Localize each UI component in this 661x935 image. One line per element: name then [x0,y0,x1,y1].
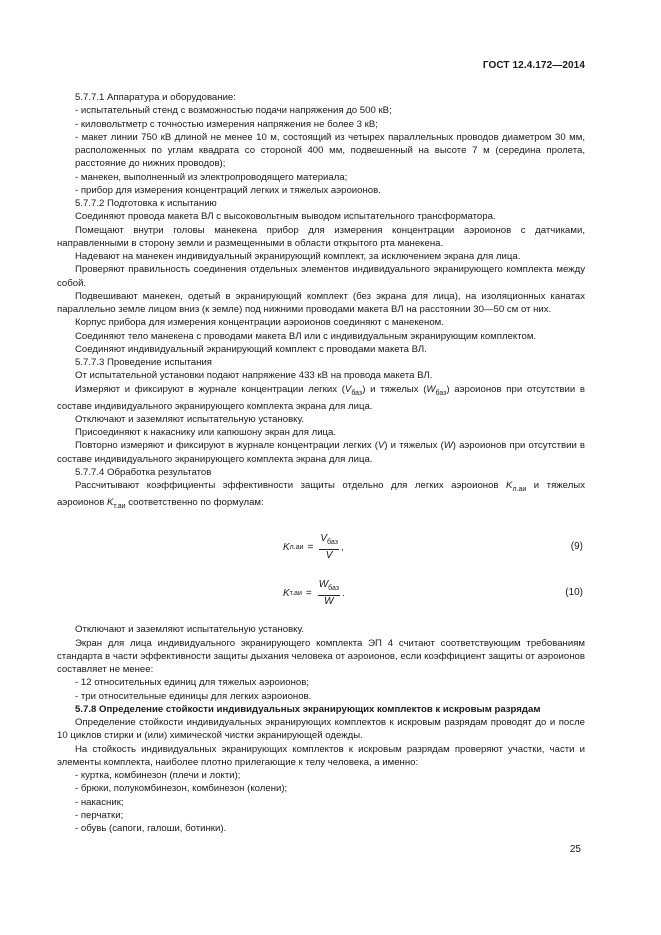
paragraph: Экран для лица индивидуального экранирующего комплекта ЭП 4 считают соответствующим требованиям стандарта в части эффективности защиты дыхания человека от аэроионов, если коэффициент защиты от аэроионов составляет не менее: [57,637,585,676]
paragraph: Соединяют провода макета ВЛ с высоковольтным выводом испытательного трансформатора. [75,211,496,223]
denominator [326,550,333,562]
text-fragment: ) аэроионов при отсутствии в составе индивидуального экранирующего комплекта экрана для лица. [57,440,585,465]
list-item: - манекен, выполненный из электропроводящего материала; [75,171,348,183]
formula-9 [57,527,585,567]
text-fragment: ) аэроионов при отсутствии в составе индивидуального экранирующего комплекта экрана для лица. [57,383,585,412]
paragraph: Соединяют индивидуальный экранирующий комплект с проводами макета ВЛ. [75,343,427,355]
paragraph: Помещают внутри головы манекена прибор для измерения концентрации аэроионов с датчиками, направленными в сторону земли и размещенными в области открытого рта манекена. [57,224,585,249]
paragraph: 5.7.7.1 Аппаратура и оборудование: [75,92,236,103]
punctuation: . [342,587,345,599]
var-k: K [107,497,114,509]
paragraph: Отключают и заземляют испытательную установку. [75,413,304,425]
formula-number: (10) [565,587,583,599]
formula-10 [57,573,585,613]
paragraph: 5.7.7.3 Проведение испытания [75,357,212,368]
list-item: - 12 относительных единиц для тяжелых аэроионов; [75,677,309,689]
text-fragment: Измеряют и фиксируют в журнале концентрации легких ( [75,383,345,395]
subscript: л.аи [289,543,304,551]
paragraph: Соединяют тело манекена с проводами макета ВЛ или с индивидуальным экранирующим комплектом. [75,330,537,342]
equals-sign: = [307,541,314,553]
var: V [325,549,333,561]
subscript: л.аи [512,486,527,494]
paragraph: На стойкость индивидуальных экранирующих комплектов к искровым разрядам проверяют участки, части и элементы комплекта, наиболее плотно прилегающие к телу человека, а именно: [57,743,585,768]
formula-lhs: K [283,541,290,553]
section-block-2 [57,413,585,440]
formula-expression [283,527,344,567]
subscript: т.аи [113,503,126,511]
paragraph: Надевают на манекен индивидуальный экранирующий комплект, за исключением экрана для лица. [75,251,521,262]
formula-number: (9) [570,541,583,553]
text-fragment: Повторно измеряют и фиксируют в журнале концентрации легких ( [75,440,378,452]
denominator [324,596,333,608]
fraction [319,533,339,562]
var-v: V [377,440,385,452]
text-fragment: Рассчитывают коэффициенты эффективности защиты отдельно для легких аэроионов [75,480,507,492]
var: W [324,595,334,607]
var-v: V [344,383,352,395]
text-fragment: ) и тяжелых ( [384,440,444,452]
document-header-standard: ГОСТ 12.4.172—2014 [482,60,585,71]
var-w: W [426,383,436,395]
equals-sign: = [305,587,312,599]
paragraph-measure-baseline [57,383,585,413]
paragraph: Подвешивают манекен, одетый в экранирующий комплект (без экрана для лица), на изоляционных канатах параллельно земле лицом вниз (к земле) под нижними проводами макета ВЛ на расстоянии 30—50 см от них. [57,290,585,315]
document-body [57,91,585,835]
paragraph-coefficients [57,479,585,513]
list-item: - киловольтметр с точностью измерения напряжения не более 3 кВ; [75,118,378,130]
section-block-3 [57,623,585,835]
subscript: баз [327,538,338,546]
page-number: 25 [569,844,581,855]
section-block-1 [57,91,585,383]
paragraph: Присоединяют к накаснику или капюшону экран для лица. [75,427,337,439]
formula-expression [283,573,345,613]
list-item: - прибор для измерения концентраций легких и тяжелых аэроионов. [75,184,381,196]
var-w: W [443,440,453,452]
list-item: - три относительные единицы для легких аэроионов. [75,690,312,702]
formula-lhs: K [283,587,290,599]
fraction [318,579,340,608]
list-item: - перчатки; [75,809,124,821]
text-fragment: ) и тяжелых ( [362,383,427,395]
subsection-heading: 5.7.7.4 Обработка результатов [75,466,212,478]
list-item: - куртка, комбинезон (плечи и локти); [75,770,241,782]
list-item: - брюки, полукомбинезон, комбинезон (колени); [75,783,288,795]
paragraph-measure-repeat [57,439,585,466]
list-item: - макет линии 750 кВ длиной не менее 10 м, состоящий из четырех параллельных проводов диаметром 30 мм, расположенных по углам квадрата со стороной 400 мм, подвешенный на высоте 7 м (середина пролета, расстояние до нижних проводов); [75,131,585,170]
numerator [319,533,339,550]
paragraph: Корпус прибора для измерения концентрации аэроионов соединяют с манекеном. [75,317,444,329]
subscript: т.аи [289,589,302,597]
var-k: K [506,480,513,492]
paragraph: 5.7.7.2 Подготовка к испытанию [75,198,217,209]
subscript: баз [351,389,363,397]
text-fragment: соответственно по формулам: [125,497,264,509]
paragraph: Отключают и заземляют испытательную установку. [75,624,304,636]
numerator [318,579,340,596]
subscript: баз [435,389,447,397]
subscript: баз [328,584,340,592]
section-heading: 5.7.8 Определение стойкости индивидуальных экранирующих комплектов к искровым разрядам [75,703,541,715]
var: V [320,532,328,544]
paragraph: Проверяют правильность соединения отдельных элементов индивидуального экранирующего комплекта между собой. [57,264,585,289]
var: W [318,578,329,590]
text-fragment: и тяжелых аэроионов [57,480,585,509]
list-item: - обувь (сапоги, галоши, ботинки). [75,823,227,835]
list-item: - накасник; [75,796,124,808]
punctuation: , [340,541,344,553]
paragraph: Определение стойкости индивидуальных экранирующих комплектов к искровым разрядам проводят до и после 10 циклов стирки и (или) химической чистки экранирующей одежды. [57,717,585,742]
paragraph: От испытательной установки подают напряжение 433 кВ на провода макета ВЛ. [75,370,433,382]
list-item: - испытательный стенд с возможностью подачи напряжения до 500 кВ; [75,105,392,117]
